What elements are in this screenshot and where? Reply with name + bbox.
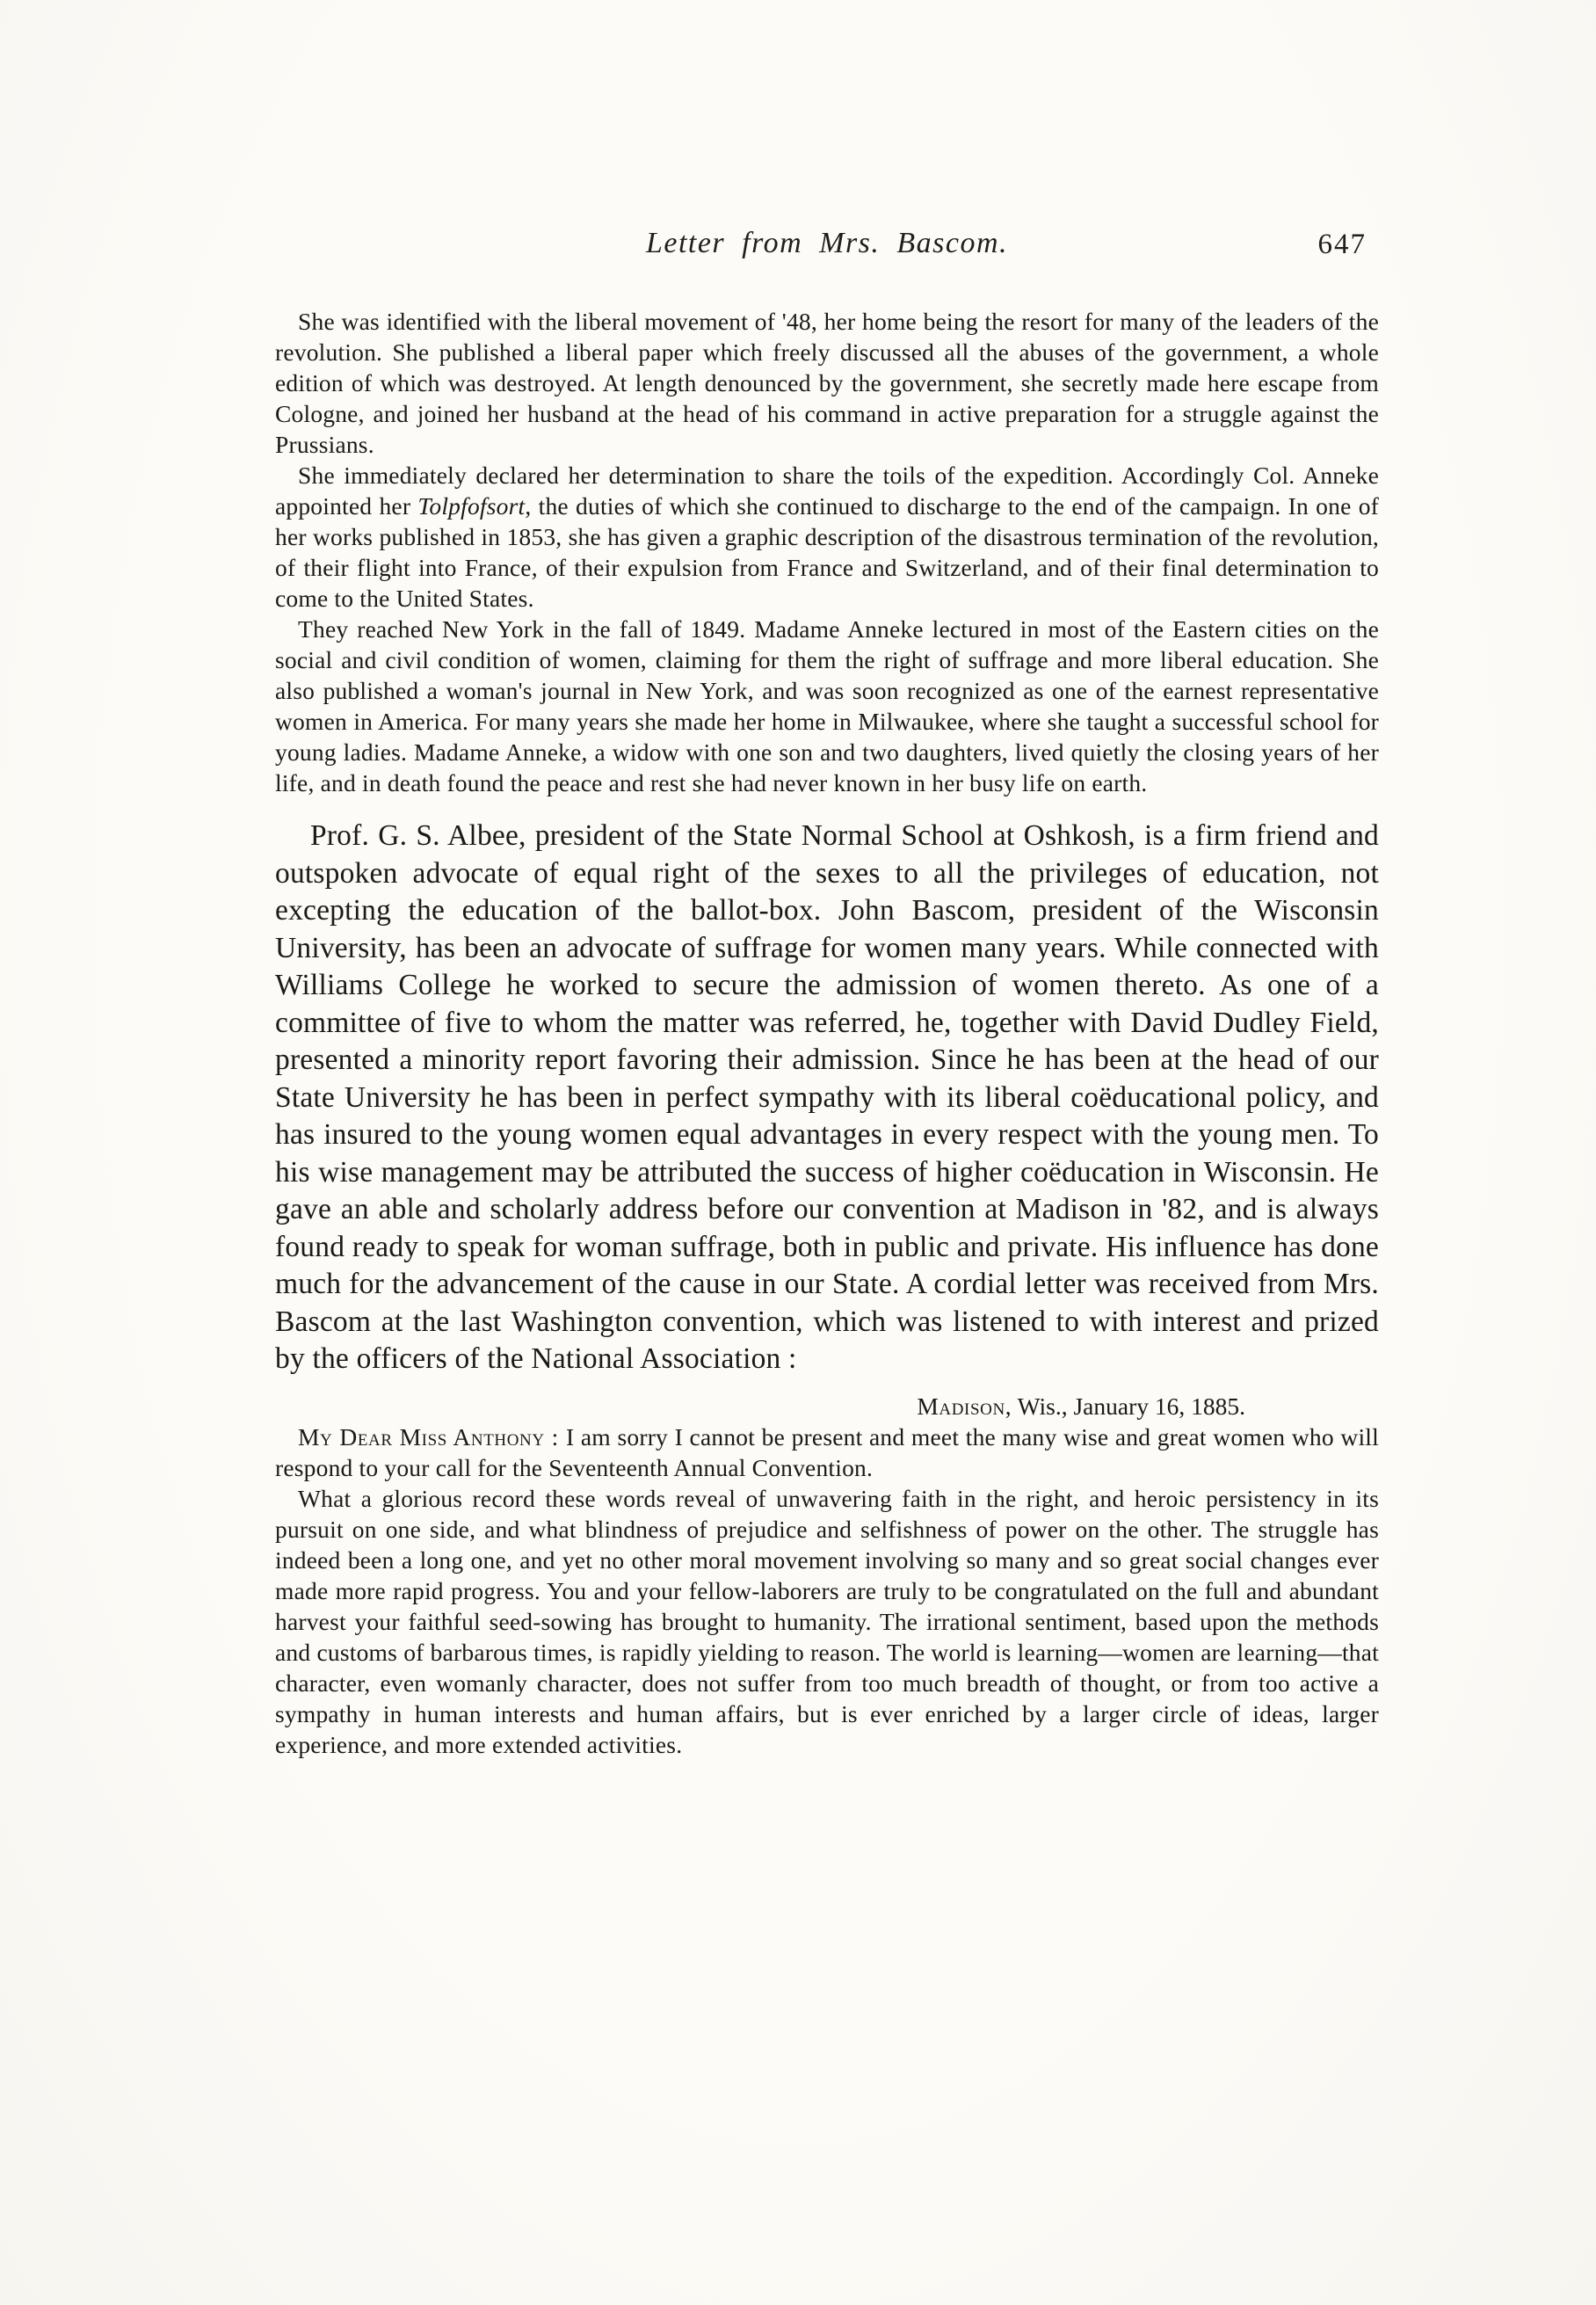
running-title: Letter from Mrs. Bascom.	[645, 227, 1009, 259]
letter-salutation: My Dear Miss Anthony :	[298, 1422, 566, 1451]
page-number: 647	[1317, 229, 1367, 260]
intro-paragraph-2	[275, 460, 1379, 614]
paragraph-text: , the duties of which she continued to discharge to the end of the campaign. In one of her works published in 1853, she has given a graphic description of the disastrous termination of the revolution, of their flight into France, of their expulsion from France and Switzerland, and of their final determination to come to the United States.	[275, 492, 1380, 612]
main-paragraph: Prof. G. S. Albee, president of the State Normal School at Oshkosh, is a firm friend and outspoken advocate of equal right of the sexes to all the privileges of education, not excepting the education of the ballot-box. John Bascom, president of the Wisconsin University, has been an advocate of suffrage for women many years. While connected with Williams College he worked to secure the admission of women thereto. As one of a committee of five to whom the matter was referred, he, together with David Dudley Field, presented a minority report favoring their admission. Since he has been at the head of our State University he has been in perfect sympathy with its liberal coëducational policy, and has insured to the young women equal advantages in every respect with the young men. To his wise management may be attributed the success of higher coëducation in Wisconsin. He gave an able and scholarly address before our convention at Madison in '82, and is always found ready to speak for woman suffrage, both in public and private. His influence has done much for the advancement of the cause in our State. A cordial letter was received from Mrs. Bascom at the last Washington convention, which was listened to with interest and prized by the officers of the National Association :	[275, 819, 1379, 1375]
dateline-date: Wis., January 16, 1885.	[1012, 1392, 1245, 1420]
letter-paragraph-1	[275, 1422, 1379, 1483]
letter-dateline	[275, 1391, 1379, 1422]
letter-paragraph-2: What a glorious record these words reveal of unwavering faith in the right, and heroic persistency in its pursuit on one side, and what blindness of prejudice and selfishness of power on the other. The struggle has indeed been a long one, and yet no other moral movement involving so many and so great social changes ever made more rapid progress. You and your fellow-laborers are truly to be congratulated on the full and abundant harvest your faithful seed-sowing has brought to humanity. The irrational sentiment, based upon the methods and customs of barbarous times, is rapidly yielding to reason. The world is learning—women are learning—that character, even womanly character, does not suffer from too much breadth of thought, or from too active a sympathy in human interests and human affairs, but is ever enriched by a larger circle of ideas, larger experience, and more extended activities.	[275, 1484, 1379, 1758]
italic-term: Tolpfofsort	[417, 492, 526, 520]
intro-paragraph-3: They reached New York in the fall of 1849. Madame Anneke lectured in most of the Eastern cities on the social and civil condition of women, claiming for them the right of suffrage and more liberal education. She also published a woman's journal in New York, and was soon recognized as one of the earnest representative women in America. For many years she made her home in Milwaukee, where she taught a successful school for young ladies. Madame Anneke, a widow with one son and two daughters, lived quietly the closing years of her life, and in death found the peace and rest she had never known in her busy life on earth.	[275, 615, 1379, 796]
intro-paragraph-1: She was identified with the liberal movement of '48, her home being the resort for many of the leaders of the revolution. She published a liberal paper which freely discussed all the abuses of the government, a whole edition of which was destroyed. At length denounced by the government, she secretly made here escape from Cologne, and joined her husband at the head of his command in active preparation for a struggle against the Prussians.	[275, 308, 1379, 458]
page-content	[275, 0, 1379, 1760]
paragraph-text: She immediately declared her determination to share the toils of the expedition. Accordingly Col. Anneke appointed her	[275, 462, 1379, 520]
dateline-place: Madison,	[917, 1392, 1012, 1420]
page-header	[275, 227, 1379, 269]
paragraph-text: I am sorry I cannot be present and meet the many wise and great women who will respond to your call for the Seventeenth Annual Convention.	[275, 1422, 1379, 1481]
